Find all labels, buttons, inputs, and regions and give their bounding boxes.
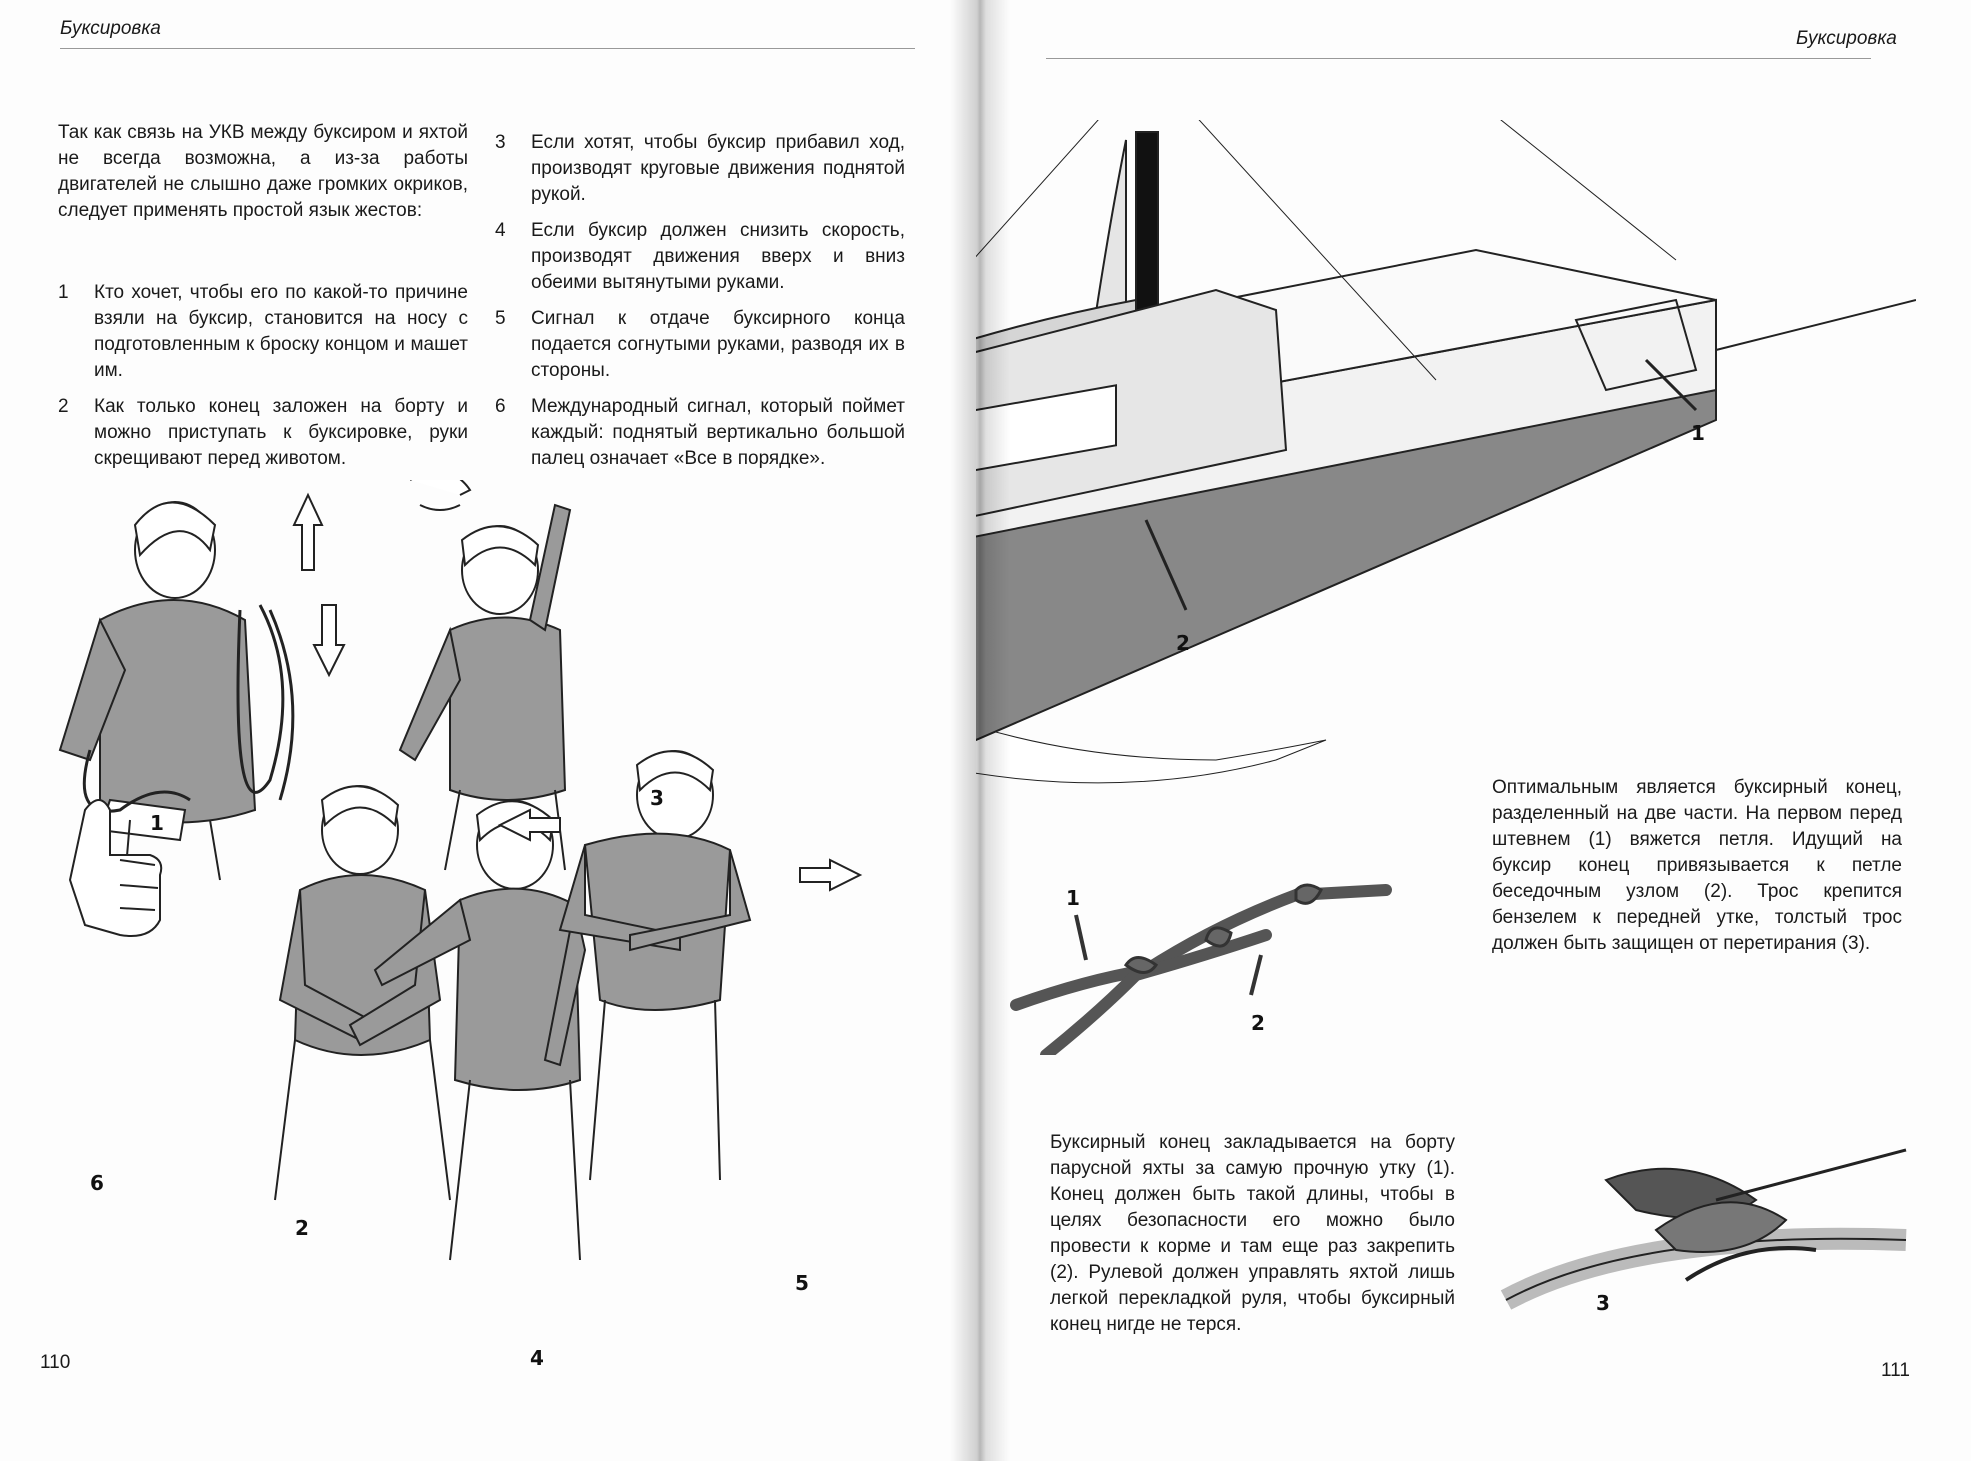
- running-head-right: Буксировка: [1796, 28, 1897, 49]
- figure-label-4: 4: [530, 1346, 544, 1370]
- list-item: 6 Международный сигнал, который поймет каждый: поднятый вертикально большой палец означает «Все в порядке».: [495, 396, 905, 469]
- knot-label-1: 1: [1066, 886, 1080, 910]
- cleat-label-3: 3: [1596, 1291, 1610, 1315]
- list-item: 3 Если хотят, чтобы буксир прибавил ход, производят круговые движения поднятой рукой.: [495, 132, 905, 205]
- right-page: [976, 0, 1971, 1461]
- figure-5-arms-apart: [560, 751, 750, 1180]
- sailboat-illustration: [976, 120, 1916, 840]
- list-item: 2 Как только конец заложен на борту и можно приступать к буксировке, руки скрещивают перед животом.: [58, 396, 468, 469]
- arrow-up-icon: [294, 495, 322, 570]
- gesture-list-col1: [58, 280, 468, 482]
- figure-label-5: 5: [795, 1271, 809, 1295]
- list-item: 1 Кто хочет, чтобы его по какой-то причине взяли на буксир, становится на носу с подготовленным к броску концом и машет им.: [58, 282, 468, 381]
- cleat-illustration: [1486, 1140, 1916, 1340]
- page-number-left: 110: [40, 1352, 71, 1373]
- left-page: [0, 0, 976, 1461]
- gesture-list-col2: [495, 130, 905, 482]
- gestures-illustration: [30, 480, 930, 1380]
- figure-2-hands-crossed: [275, 786, 450, 1200]
- paragraph-optimal-line: Оптимальным является буксирный конец, разделенный на две части. На первом перед штевнем (1) вяжется петля. Идущий на буксир конец привязывается к петле беседочным узлом (2). Трос крепится бензелем к передней утке, толстый трос должен быть защищен от перетирания (3).: [1492, 777, 1902, 954]
- figure-label-6: 6: [90, 1171, 104, 1195]
- figure-label-3: 3: [650, 786, 664, 810]
- list-item: 5 Сигнал к отдаче буксирного конца подается согнутыми руками, разводя их в стороны.: [495, 308, 905, 381]
- knot-pointer-1: [1076, 915, 1086, 960]
- boat-label-1: 1: [1691, 421, 1705, 445]
- header-rule-left: [60, 48, 915, 49]
- book-gutter-shadow: [950, 0, 1010, 1461]
- intro-paragraph: Так как связь на УКВ между буксиром и яхтой не всегда возможна, а из-за работы двигателей не слышно даже громких окриков, следует применять простой язык жестов:: [58, 122, 468, 221]
- boat-label-2: 2: [1176, 631, 1190, 655]
- list-item: 4 Если буксир должен снизить скорость, производят движения вверх и вниз обеими вытянутыми руками.: [495, 220, 905, 293]
- header-rule-right: [1046, 58, 1871, 59]
- knot-label-2: 2: [1251, 1011, 1265, 1035]
- knot-pointer-2: [1251, 955, 1261, 995]
- arrow-down-icon: [314, 605, 344, 675]
- arrow-right-icon: [800, 860, 860, 890]
- figure-label-1: 1: [150, 811, 164, 835]
- paragraph-cleat: Буксирный конец закладывается на борту парусной яхты за самую прочную утку (1). Конец должен быть такой длины, чтобы в целях безопасности его можно было провести к корме и там еще раз закрепить (2). Рулевой должен управлять яхтой лишь легкой перекладкой руля, чтобы буксирный конец нигде не терся.: [1050, 1132, 1455, 1335]
- figure-label-2: 2: [295, 1216, 309, 1240]
- page-number-right: 111: [1881, 1360, 1910, 1381]
- knot-diagram: [1006, 855, 1406, 1055]
- running-head-left: Буксировка: [60, 18, 161, 39]
